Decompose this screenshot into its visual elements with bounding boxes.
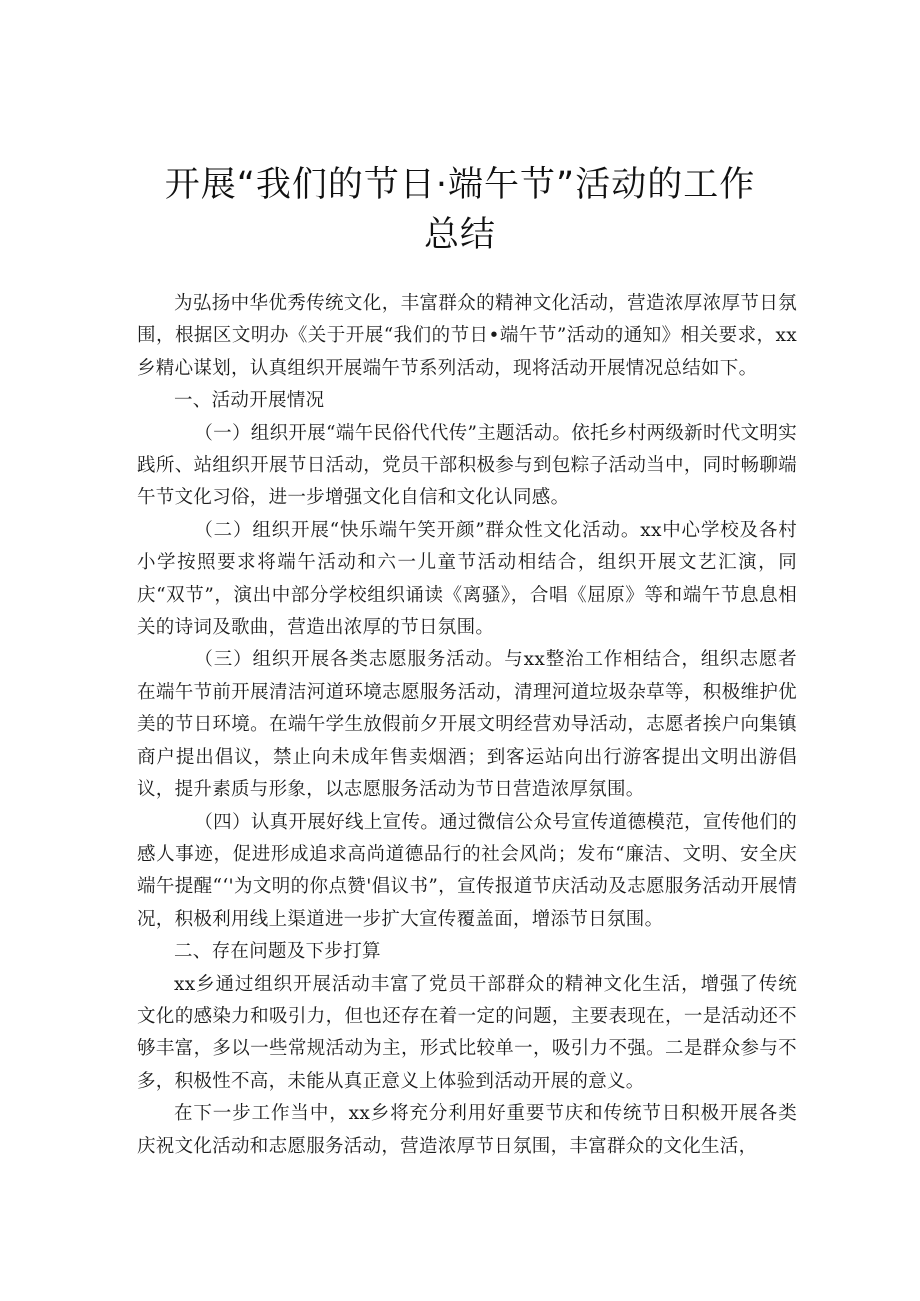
next-steps-paragraph: 在下一步工作当中，xx乡将充分利用好重要节庆和传统节日积极开展各类庆祝文化活动和志愿服务活动，营造浓厚节日氛围，丰富群众的文化生活，: [137, 1103, 797, 1157]
subsection-paragraph-2: （二）组织开展“快乐端午笑开颜”群众性文化活动。xx中心学校及各村小学按照要求将端午活动和六一儿童节活动相结合，组织开展文艺汇演，同庆“双节”，演出中部分学校组织诵读《离骚》，合唱《屈原》等和端午节息息相关的诗词及歌曲，营造出浓厚的节日氛围。: [137, 519, 797, 639]
title-line-2: 总结: [423, 215, 496, 255]
intro-paragraph: 为弘扬中华优秀传统文化，丰富群众的精神文化活动，营造浓厚浓厚节日氛围，根据区文明办《关于开展“我们的节日•端午节”活动的通知》相关要求，xx乡精心谋划，认真组织开展端午节系列活动，现将活动开展情况总结如下。: [137, 293, 797, 379]
document-title: [100, 160, 820, 260]
subsection-paragraph-4: （四）认真开展好线上宣传。通过微信公众号宣传道德模范，宣传他们的感人事迹，促进形成追求高尚道德品行的社会风尚；发布“廉洁、文明、安全庆端午提醒“‘'为文明的你点赞'倡议书”，宣传报道节庆活动及志愿服务活动开展情况，积极利用线上渠道进一步扩大宣传覆盖面，增添节日氛围。: [137, 811, 797, 930]
subsection-paragraph-1: （一）组织开展“端午民俗代代传”主题活动。依托乡村两级新时代文明实践所、站组织开展节日活动，党员干部积极参与到包粽子活动当中，同时畅聊端午节文化习俗，进一步增强文化自信和文化认同感。: [137, 422, 797, 509]
section-heading-1: 一、活动开展情况: [174, 390, 325, 412]
problems-paragraph: xx乡通过组织开展活动丰富了党员干部群众的精神文化生活，增强了传统文化的感染力和吸引力，但也还存在着一定的问题，主要表现在，一是活动还不够丰富，多以一些常规活动为主，形式比较单一，吸引力不强。二是群众参与不多，积极性不高，未能从真正意义上体验到活动开展的意义。: [137, 973, 797, 1092]
title-line-1: 开展“我们的节日·端午节”活动的工作: [164, 165, 756, 205]
subsection-paragraph-3: （三）组织开展各类志愿服务活动。与xx整治工作相结合，组织志愿者在端午节前开展清洁河道环境志愿服务活动，清理河道垃圾杂草等，积极维护优美的节日环境。在端午学生放假前夕开展文明经营劝导活动，志愿者挨户向集镇商户提出倡议，禁止向未成年售卖烟酒；到客运站向出行游客提出文明出游倡议，提升素质与形象，以志愿服务活动为节日营造浓厚氛围。: [137, 649, 797, 801]
document-body: [137, 288, 797, 1163]
section-heading-2: 二、存在问题及下步打算: [174, 941, 381, 963]
